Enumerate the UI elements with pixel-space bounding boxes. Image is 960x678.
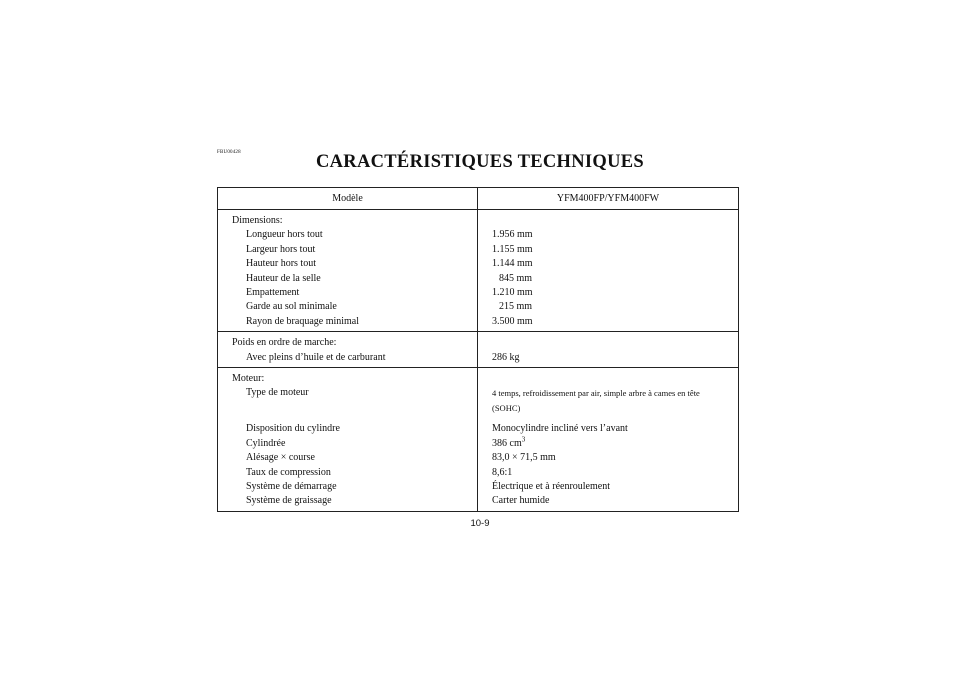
overall-width-value: 1.155 mm [478,243,739,257]
seat-height-value: 845 mm [478,272,739,286]
table-row [218,368,739,387]
table-row [218,451,739,465]
header-model-value: YFM400FP/YFM400FW [478,188,739,210]
compression-label: Taux de compression [218,466,478,480]
engine-type-label: Type de moteur [218,386,478,415]
bore-stroke-value: 83,0 × 71,5 mm [478,451,739,465]
full-tanks-value: 286 kg [478,351,739,368]
displacement-value: 386 cm [492,437,522,449]
ground-clearance-label: Garde au sol minimale [218,300,478,314]
table-row [218,332,739,351]
table-row [218,351,739,368]
engine-type-value-line1: 4 temps, refroidissement par air, simple arbre à cames en tête [492,388,700,399]
cylinder-arrangement-label: Disposition du cylindre [218,415,478,436]
table-header-row [218,188,739,210]
table-row [218,415,739,436]
lubrication-system-label: Système de graissage [218,494,478,511]
header-model: Modèle [218,188,478,210]
cylinder-arrangement-value: Monocylindre incliné vers l’avant [478,415,739,436]
overall-length-label: Longueur hors tout [218,228,478,242]
specifications-table [217,187,739,512]
table-row [218,437,739,451]
table-row [218,494,739,511]
page-title: CARACTÉRISTIQUES TECHNIQUES [315,152,644,172]
starting-system-value: Électrique et à réenroulement [478,480,739,494]
table-row [218,466,739,480]
curb-weight-label: Poids en ordre de marche: [218,332,478,351]
table-row [218,286,739,300]
overall-length-value: 1.956 mm [478,228,739,242]
table-row [218,315,739,332]
compression-value: 8,6:1 [478,466,739,480]
wheelbase-label: Empattement [218,286,478,300]
engine-type-value-line2: (SOHC) [492,402,521,413]
table-row [218,480,739,494]
table-row [218,257,739,271]
table-row [218,386,739,415]
ground-clearance-value: 215 mm [478,300,739,314]
table-row [218,300,739,314]
lubrication-system-value: Carter humide [478,494,739,511]
displacement-label: Cylindrée [218,437,478,451]
seat-height-label: Hauteur de la selle [218,272,478,286]
page-number: 10-9 [470,518,490,529]
overall-height-label: Hauteur hors tout [218,257,478,271]
turning-radius-label: Rayon de braquage minimal [218,315,478,332]
turning-radius-value: 3.500 mm [478,315,739,332]
table-row [218,210,739,229]
table-row [218,228,739,242]
overall-height-value: 1.144 mm [478,257,739,271]
table-row [218,243,739,257]
table-row [218,272,739,286]
engine-label: Moteur: [218,368,478,387]
overall-width-label: Largeur hors tout [218,243,478,257]
dimensions-label: Dimensions: [218,210,478,229]
full-tanks-label: Avec pleins d’huile et de carburant [218,351,478,368]
displacement-unit-superscript: 3 [521,435,526,444]
bore-stroke-label: Alésage × course [218,451,478,465]
starting-system-label: Système de démarrage [218,480,478,494]
wheelbase-value: 1.210 mm [478,286,739,300]
document-code: FBU00428 [217,150,241,155]
